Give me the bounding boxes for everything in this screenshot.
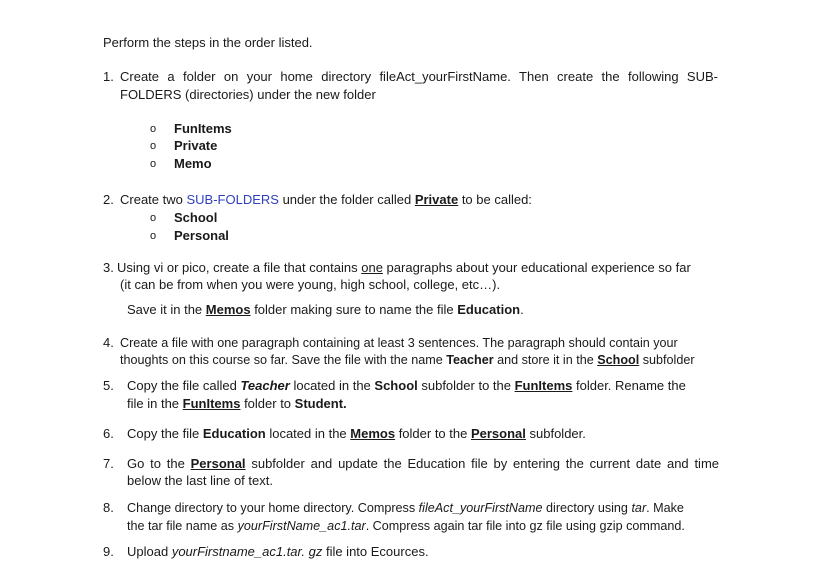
step-5-line-1: Copy the file called Teacher located in the School subfolder to the FunItems folder. Rename the xyxy=(127,378,686,393)
step-3-line-2: (it can be from when you were young, high school, college, etc…). xyxy=(120,277,501,292)
step-6-number: 6. xyxy=(103,426,114,441)
step-4-line-2: thoughts on this course so far. Save the file with the name Teacher and store it in the School subfolder xyxy=(120,353,695,367)
step-8-number: 8. xyxy=(103,500,114,515)
subfolder-personal: Personal xyxy=(174,228,229,243)
bullet-icon: o xyxy=(150,140,157,152)
step-2-number: 2. xyxy=(103,192,114,207)
bullet-icon: o xyxy=(150,212,157,224)
step-9-number: 9. xyxy=(103,544,114,559)
step-7-line-2: below the last line of text. xyxy=(127,473,273,488)
step-1-line-1: Create a folder on your home directory fileAct_yourFirstName. Then create the following SUB- xyxy=(120,69,718,84)
bullet-icon: o xyxy=(150,230,157,242)
step-1-line-2: FOLDERS (directories) under the new folder xyxy=(120,87,376,102)
step-6-line-1: Copy the file Education located in the Memos folder to the Personal subfolder. xyxy=(127,426,586,441)
bullet-icon: o xyxy=(150,123,157,135)
step-1-number: 1. xyxy=(103,69,114,84)
step-9-line-1: Upload yourFirstname_ac1.tar. gz file into Ecources. xyxy=(127,544,429,559)
subfolder-funitems: FunItems xyxy=(174,121,232,136)
step-3-line-1: Using vi or pico, create a file that contains one paragraphs about your educational experience so far xyxy=(117,260,691,275)
bullet-icon: o xyxy=(150,158,157,170)
subfolder-private: Private xyxy=(174,138,218,153)
subfolder-school: School xyxy=(174,210,218,225)
step-7-number: 7. xyxy=(103,456,114,471)
step-5-line-2: file in the FunItems folder to Student. xyxy=(127,396,347,411)
step-2-line-1: Create two SUB-FOLDERS under the folder called Private to be called: xyxy=(120,192,532,207)
step-3-number: 3. xyxy=(103,260,114,275)
step-8-line-1: Change directory to your home directory. Compress fileAct_yourFirstName directory using tar. Make xyxy=(127,501,684,515)
step-4-number: 4. xyxy=(103,335,114,350)
step-4-line-1: Create a file with one paragraph containing at least 3 sentences. The paragraph should contain your xyxy=(120,336,678,350)
step-7-line-1: Go to the Personal subfolder and update the Education file by entering the current date and time xyxy=(127,456,720,471)
subfolder-memo: Memo xyxy=(174,156,212,171)
intro-text: Perform the steps in the order listed. xyxy=(103,35,313,50)
step-8-line-2: the tar file name as yourFirstName_ac1.tar. Compress again tar file into gz file using gzip command. xyxy=(127,519,685,533)
step-3-save-line: Save it in the Memos folder making sure to name the file Education. xyxy=(127,302,524,317)
step-5-number: 5. xyxy=(103,378,114,393)
